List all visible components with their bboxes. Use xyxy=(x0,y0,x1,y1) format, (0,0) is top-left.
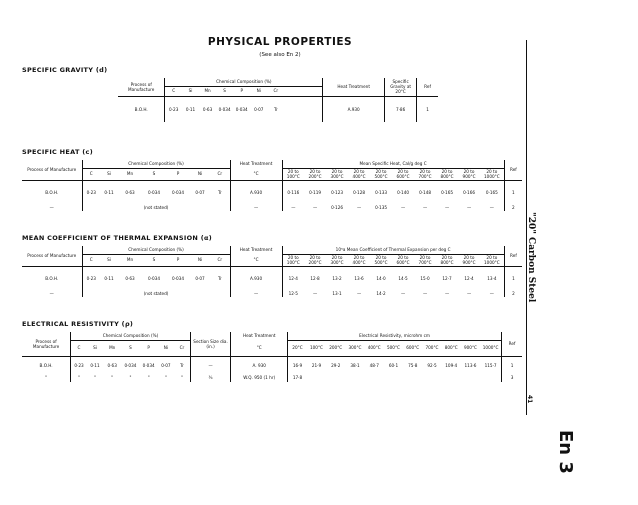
cell-comp: 0·23 xyxy=(71,356,87,374)
col-header-temp: 900°C xyxy=(462,174,476,180)
cell-value: 92·5 xyxy=(422,356,441,374)
col-header-ref: Ref xyxy=(504,160,522,180)
cell-ref: 1 xyxy=(504,180,522,204)
col-header-temp: 700°C xyxy=(418,174,432,180)
cell-value: 12·7 xyxy=(436,266,458,290)
col-header-temp: 1000°C xyxy=(483,174,500,180)
cell-ref: 3 xyxy=(502,374,522,382)
col-header-chem: Chemical Composition (%) xyxy=(82,246,230,254)
cell-heat: A.930 xyxy=(230,180,282,204)
col-header-process: Process of Manufacture xyxy=(128,81,155,92)
col-header-range: Electrical Resistivity, microhm cm xyxy=(288,332,502,340)
col-header-chem: Chemical Composition (%) xyxy=(71,332,191,340)
col-header-temp: 700°C xyxy=(418,260,432,266)
cell-value: 0·140 xyxy=(392,180,414,204)
cell-value: 13·1 xyxy=(332,290,342,296)
col-header-temp: 20 to xyxy=(331,254,343,260)
col-header-element: Si xyxy=(188,88,193,94)
cell-value: — xyxy=(356,204,362,210)
col-header-heat: Heat Treatment xyxy=(230,160,282,168)
col-header-element: S xyxy=(152,171,156,177)
cell-comp: 0·07 xyxy=(158,356,174,374)
cell-value xyxy=(384,374,403,382)
col-header-temp: 900°C xyxy=(463,345,477,351)
col-header-element: Mn xyxy=(109,345,116,351)
cell-comp: 0·034 xyxy=(233,96,250,122)
cell-value: — xyxy=(444,290,450,296)
cell-ref: 2 xyxy=(504,290,522,297)
section-heading-specific-heat: SPECIFIC HEAT (c) xyxy=(22,148,93,156)
cell-comp: 0·23 xyxy=(82,180,100,204)
cell-ref: 1 xyxy=(417,96,438,122)
col-header-temp: 20 to xyxy=(463,254,475,260)
col-header-element: Cr xyxy=(217,171,223,177)
cell-value: — xyxy=(282,204,304,211)
cell-value: 0·128 xyxy=(348,180,370,204)
cell-value xyxy=(442,374,461,382)
cell-comp: 0·034 xyxy=(121,356,139,374)
cell-value: — xyxy=(400,290,406,296)
cell-value: 0·148 xyxy=(414,180,436,204)
cell-comp: " xyxy=(164,375,167,381)
cell-value: 48·7 xyxy=(365,356,384,374)
cell-process: B.O.H. xyxy=(118,96,165,122)
col-header-element: Mn xyxy=(204,88,211,94)
electrical-resistivity-table xyxy=(22,332,522,382)
cell-heat: A. 930 xyxy=(231,356,288,374)
cell-value: — xyxy=(312,204,318,210)
col-header-temp: 20 to xyxy=(375,168,387,174)
cell-comp: 0·11 xyxy=(100,180,118,204)
cell-comp: 0·63 xyxy=(199,96,216,122)
col-header-element: Mn xyxy=(126,257,134,263)
cell-value: 0·126 xyxy=(331,204,344,210)
table-row xyxy=(22,266,522,290)
cell-comp: 0·07 xyxy=(190,180,210,204)
cell-comp: " xyxy=(129,375,132,381)
col-header-temp: 200°C xyxy=(308,174,322,180)
cell-comp: 0·07 xyxy=(250,96,267,122)
cell-value: 16·9 xyxy=(288,356,307,374)
col-header-ref: Ref xyxy=(417,78,438,96)
col-header-section: Section Size dia. (in.) xyxy=(190,332,231,356)
col-header-heat: Heat Treatment xyxy=(230,246,282,254)
cell-value: 7·86 xyxy=(385,96,417,122)
col-header-temp: 500°C xyxy=(374,260,388,266)
cell-comp: 0·11 xyxy=(182,96,199,122)
cell-value xyxy=(480,374,501,382)
cell-value: 0·165 xyxy=(480,180,504,204)
col-header-temp: 20 to xyxy=(463,168,475,174)
cell-section: — xyxy=(190,356,231,374)
cell-comp: 0·63 xyxy=(118,180,142,204)
cell-value: 0·165 xyxy=(436,180,458,204)
cell-comp: 0·23 xyxy=(82,266,100,290)
cell-value: 113·6 xyxy=(461,356,480,374)
col-header-temp: 20 to xyxy=(309,168,321,174)
col-header-sg: Specific Gravity at 20°C xyxy=(385,78,417,96)
table-row xyxy=(22,356,522,374)
cell-process: B.O.H. xyxy=(22,266,82,290)
col-header-heat-unit: °C xyxy=(230,168,282,180)
table-row xyxy=(22,374,522,382)
col-header-temp: 20 to xyxy=(486,254,498,260)
col-header-temp: 20°C xyxy=(288,340,307,356)
cell-value: 12·8 xyxy=(304,266,326,290)
cell-comp: 0·034 xyxy=(166,180,190,204)
col-header-temp: 100°C xyxy=(309,345,323,351)
cell-value: 60·1 xyxy=(384,356,403,374)
cell-note: (not stated) xyxy=(82,204,230,211)
cell-value xyxy=(461,374,480,382)
col-header-temp: 1000°C xyxy=(482,345,499,351)
cell-value: — xyxy=(466,290,472,296)
col-header-temp: 20 to xyxy=(309,254,321,260)
cell-value: 14·5 xyxy=(392,266,414,290)
cell-value: — xyxy=(466,204,472,210)
col-header-heat-unit: °C xyxy=(230,254,282,266)
col-header-temp: 20 to xyxy=(331,168,343,174)
cell-value: — xyxy=(422,290,428,296)
cell-value: 109·4 xyxy=(442,356,461,374)
cell-value: — xyxy=(489,204,494,210)
section-heading-thermal-expansion: MEAN COEFFICIENT OF THERMAL EXPANSION (α) xyxy=(22,234,213,242)
cell-comp: " xyxy=(111,375,114,381)
col-header-process: Process of Manufacture xyxy=(27,167,77,173)
col-header-element: C xyxy=(82,254,100,266)
cell-value: 29·2 xyxy=(326,356,345,374)
col-header-temp: 20 to xyxy=(282,168,304,174)
cell-value: 0·116 xyxy=(282,180,304,204)
cell-value: — xyxy=(444,204,450,210)
cell-value: 13·2 xyxy=(326,266,348,290)
col-header-temp: 20 to xyxy=(419,168,431,174)
specific-gravity-table xyxy=(118,78,438,122)
col-header-temp: 20 to xyxy=(397,254,409,260)
cell-value: 12·4 xyxy=(458,266,480,290)
cell-value xyxy=(403,374,422,382)
col-header-temp: 200°C xyxy=(308,260,322,266)
corner-label: En 3 xyxy=(555,430,576,474)
cell-value: — xyxy=(400,204,406,210)
cell-comp: 0·034 xyxy=(140,356,158,374)
cell-comp: 0·034 xyxy=(216,96,233,122)
cell-heat: A.930 xyxy=(323,96,385,122)
cell-comp: 0·11 xyxy=(100,266,118,290)
col-header-ref: Ref xyxy=(502,332,522,356)
cell-value: 0·135 xyxy=(375,204,388,210)
table-row xyxy=(118,96,438,122)
cell-value xyxy=(422,374,441,382)
cell-value: 17·8 xyxy=(288,374,307,382)
cell-process: B.O.H. xyxy=(22,180,82,204)
cell-value: 13·6 xyxy=(348,266,370,290)
col-header-temp: 100°C xyxy=(282,260,304,266)
col-header-temp: 20 to xyxy=(441,168,453,174)
col-header-heat: Heat Treatment xyxy=(323,78,385,96)
cell-value: 14·2 xyxy=(376,290,386,296)
cell-value: 21·9 xyxy=(307,356,326,374)
cell-value: — xyxy=(312,290,318,296)
cell-comp: Tr xyxy=(174,356,190,374)
section-heading-specific-gravity: SPECIFIC GRAVITY (d) xyxy=(22,66,108,74)
cell-value xyxy=(326,374,345,382)
col-header-element: S xyxy=(223,88,226,94)
col-header-element: P xyxy=(176,171,180,177)
cell-value: 12·4 xyxy=(282,266,304,290)
cell-comp: " xyxy=(94,375,96,381)
col-header-temp: 600°C xyxy=(406,345,420,351)
page-number: 41 xyxy=(526,395,533,404)
cell-comp: 0·034 xyxy=(142,180,166,204)
cell-ref: 1 xyxy=(502,356,522,374)
col-header-temp: 400°C xyxy=(352,260,366,266)
cell-value: — xyxy=(489,290,494,296)
cell-value: 115·7 xyxy=(480,356,501,374)
cell-heat: A.930 xyxy=(230,266,282,290)
col-header-range: Mean Specific Heat, Cal/g deg C xyxy=(282,160,504,168)
cell-comp: 0·11 xyxy=(87,356,103,374)
cell-value: — xyxy=(422,204,428,210)
cell-value: 0·133 xyxy=(370,180,392,204)
cell-heat: — xyxy=(230,204,282,211)
cell-value: 0·166 xyxy=(458,180,480,204)
cell-value: 15·0 xyxy=(414,266,436,290)
page-title: PHYSICAL PROPERTIES xyxy=(207,36,353,48)
cell-value: 38·1 xyxy=(345,356,364,374)
col-header-element: C xyxy=(71,340,87,356)
cell-value: 75·8 xyxy=(403,356,422,374)
cell-comp: 0·034 xyxy=(166,266,190,290)
col-header-temp: 20 to xyxy=(375,254,387,260)
col-header-element: P xyxy=(240,88,243,94)
col-header-temp: 400°C xyxy=(367,345,381,351)
cell-note: (not stated) xyxy=(82,290,230,297)
col-header-temp: 600°C xyxy=(396,260,410,266)
cell-process: B.O.H. xyxy=(22,356,71,374)
section-heading-electrical-resistivity: ELECTRICAL RESISTIVITY (ρ) xyxy=(22,320,134,328)
cell-comp: Tr xyxy=(267,96,284,122)
col-header-temp: 900°C xyxy=(462,260,476,266)
col-header-temp: 300°C xyxy=(330,260,344,266)
col-header-temp: 400°C xyxy=(352,174,366,180)
col-header-temp: 20 to xyxy=(419,254,431,260)
col-header-element: Si xyxy=(107,257,111,263)
cell-value xyxy=(307,374,326,382)
col-header-element: Ni xyxy=(256,88,261,94)
cell-comp: 0·07 xyxy=(190,266,210,290)
cell-value: 14·0 xyxy=(370,266,392,290)
col-header-temp: 300°C xyxy=(330,174,344,180)
specific-heat-table xyxy=(22,160,522,211)
col-header-element: Si xyxy=(93,345,97,351)
col-header-temp: 700°C xyxy=(425,345,439,351)
cell-comp: 0·034 xyxy=(142,266,166,290)
cell-value: 0·123 xyxy=(326,180,348,204)
col-header-element: S xyxy=(152,257,156,263)
col-header-element: Cr xyxy=(217,257,223,263)
col-header-element: Cr xyxy=(179,345,185,351)
cell-process: " xyxy=(45,375,48,381)
cell-value: 0·119 xyxy=(304,180,326,204)
col-header-temp: 600°C xyxy=(396,174,410,180)
col-header-temp: 100°C xyxy=(282,174,304,180)
col-header-temp: 800°C xyxy=(444,345,458,351)
col-header-temp: 500°C xyxy=(386,345,400,351)
cell-process: — xyxy=(49,204,54,210)
col-header-temp: 20 to xyxy=(397,168,409,174)
cell-process: — xyxy=(49,290,54,296)
col-header-temp: 800°C xyxy=(440,260,454,266)
cell-comp: 0·23 xyxy=(165,96,182,122)
col-header-temp: 800°C xyxy=(440,174,454,180)
table-row xyxy=(22,204,522,211)
col-header-temp: 1000°C xyxy=(484,260,500,266)
cell-comp: Tr xyxy=(210,180,230,204)
col-header-element: P xyxy=(176,257,180,263)
col-header-chem: Chemical Composition (%) xyxy=(82,160,230,168)
cell-value: — xyxy=(356,290,362,296)
cell-comp: " xyxy=(147,375,150,381)
cell-ref: 2 xyxy=(504,204,522,211)
cell-heat: W.Q. 950 (1 hr) xyxy=(231,374,288,382)
col-header-element: C xyxy=(165,86,182,96)
col-header-temp: 20 to xyxy=(353,168,365,174)
cell-comp: 0·63 xyxy=(118,266,142,290)
col-header-heat-unit: °C xyxy=(231,340,288,356)
col-header-element: Cr xyxy=(273,88,279,94)
col-header-element: Si xyxy=(107,171,111,177)
cell-comp: " xyxy=(180,375,183,381)
cell-value: 12·5 xyxy=(282,290,304,297)
col-header-process: Process of Manufacture xyxy=(32,338,60,349)
thermal-expansion-table xyxy=(22,246,522,297)
table-row xyxy=(22,180,522,204)
col-header-temp: 200°C xyxy=(329,345,343,351)
col-header-temp: 20 to xyxy=(282,254,304,260)
page-subtitle: (See also En 2) xyxy=(259,52,301,58)
col-header-temp: 20 to xyxy=(441,254,453,260)
col-header-element: P xyxy=(147,345,150,351)
cell-comp: Tr xyxy=(210,266,230,290)
col-header-element: S xyxy=(129,345,132,351)
cell-value xyxy=(345,374,364,382)
col-header-element: Ni xyxy=(197,257,203,263)
side-label: "20" Carbon Steel xyxy=(526,212,536,303)
cell-heat: — xyxy=(230,290,282,297)
col-header-element: Mn xyxy=(126,171,134,177)
cell-ref: 1 xyxy=(504,266,522,290)
cell-comp: " xyxy=(71,374,87,382)
cell-value xyxy=(365,374,384,382)
col-header-element: Ni xyxy=(163,345,169,351)
cell-comp: 0·63 xyxy=(103,356,121,374)
col-header-temp: 20 to xyxy=(353,254,365,260)
col-header-process: Process of Manufacture xyxy=(27,253,77,259)
col-header-temp: 500°C xyxy=(374,174,388,180)
col-header-chem: Chemical Composition (%) xyxy=(165,78,323,86)
col-header-temp: 300°C xyxy=(348,345,362,351)
col-header-heat: Heat Treatment xyxy=(231,332,288,340)
col-header-temp: 20 to xyxy=(486,168,498,174)
col-header-range: 10⁶α Mean Coefficient of Thermal Expansion per deg C xyxy=(282,246,504,254)
cell-section: ¾ xyxy=(190,374,231,382)
col-header-ref: Ref xyxy=(504,246,522,266)
table-row xyxy=(22,290,522,297)
cell-value: 13·4 xyxy=(480,266,504,290)
col-header-element: C xyxy=(82,168,100,180)
col-header-element: Ni xyxy=(197,171,203,177)
